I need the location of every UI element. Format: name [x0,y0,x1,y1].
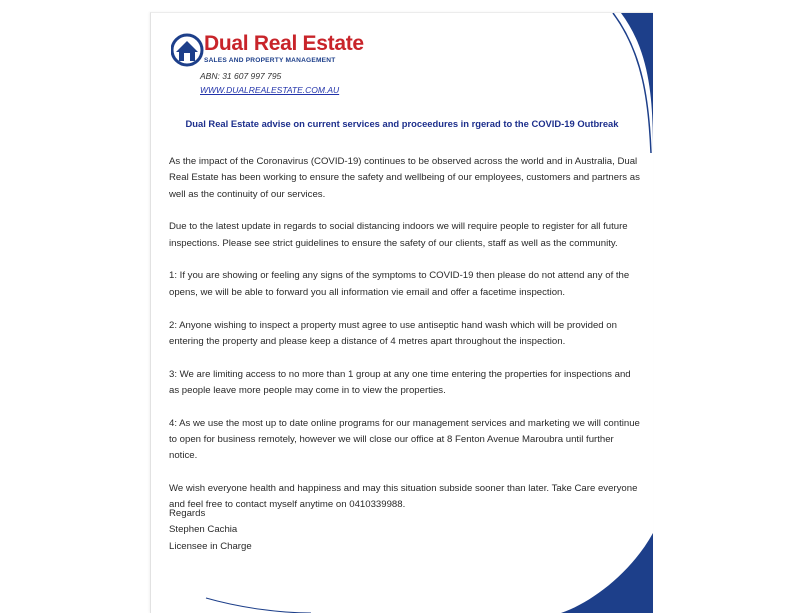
company-logo [171,31,371,71]
paragraph-guideline-4: 4: As we use the most up to date online programs for our management services and marketing we will continue to open for business remotely, however we will close our office at 8 Fenton Avenue Maroubra until further notice. [169,417,640,462]
paragraph-guideline-3: 3: We are limiting access to no more than 1 group at any one time entering the properties for inspections and as people leave more people may come in to view the properties. [169,368,631,396]
paragraph-intro: As the impact of the Coronavirus (COVID-19) continues to be observed across the world and in Australia, Dual Real Estate has been working to ensure the safety and wellbeing of our employees, customers and partners as well as the continuity of our services. [169,156,640,200]
house-icon [171,33,205,67]
paragraph-closing: We wish everyone health and happiness and may this situation subside sooner than later. Take Care everyone and feel free to contact myself anytime on 0410339988. [169,483,638,511]
paragraph-guideline-1: 1: If you are showing or feeling any signs of the symptoms to COVID-19 then please do not attend any of the opens, we will be able to forward you all information vie email and offer a facetime inspection. [169,270,630,298]
letter-headline: Dual Real Estate advise on current services and proceedures in rgerad to the COVID-19 Outbreak [185,118,619,129]
signature-block [169,506,252,555]
signature-title: Licensee in Charge [169,540,252,552]
letter-page [150,12,653,613]
signature-name: Stephen Cachia [169,524,238,536]
paragraph-registration: Due to the latest update in regards to social distancing indoors we will require people to register for all future inspections. Please see strict guidelines to ensure the safety of our clients, staff as well as the community. [169,221,628,249]
abn-number: ABN: 31 607 997 795 [200,71,282,81]
website-link[interactable]: WWW.DUALREALESTATE.COM.AU [200,85,340,95]
paragraph-guideline-2: 2: Anyone wishing to inspect a property must agree to use antiseptic hand wash which will be provided on entering the property and please keep a distance of 4 metres apart throughout the inspection. [169,319,617,347]
signature-closing: Regards [169,508,206,519]
logo-wordmark: Dual Real Estate [204,32,364,55]
letter-body [169,154,641,530]
logo-tagline: SALES AND PROPERTY MANAGEMENT [204,57,336,64]
